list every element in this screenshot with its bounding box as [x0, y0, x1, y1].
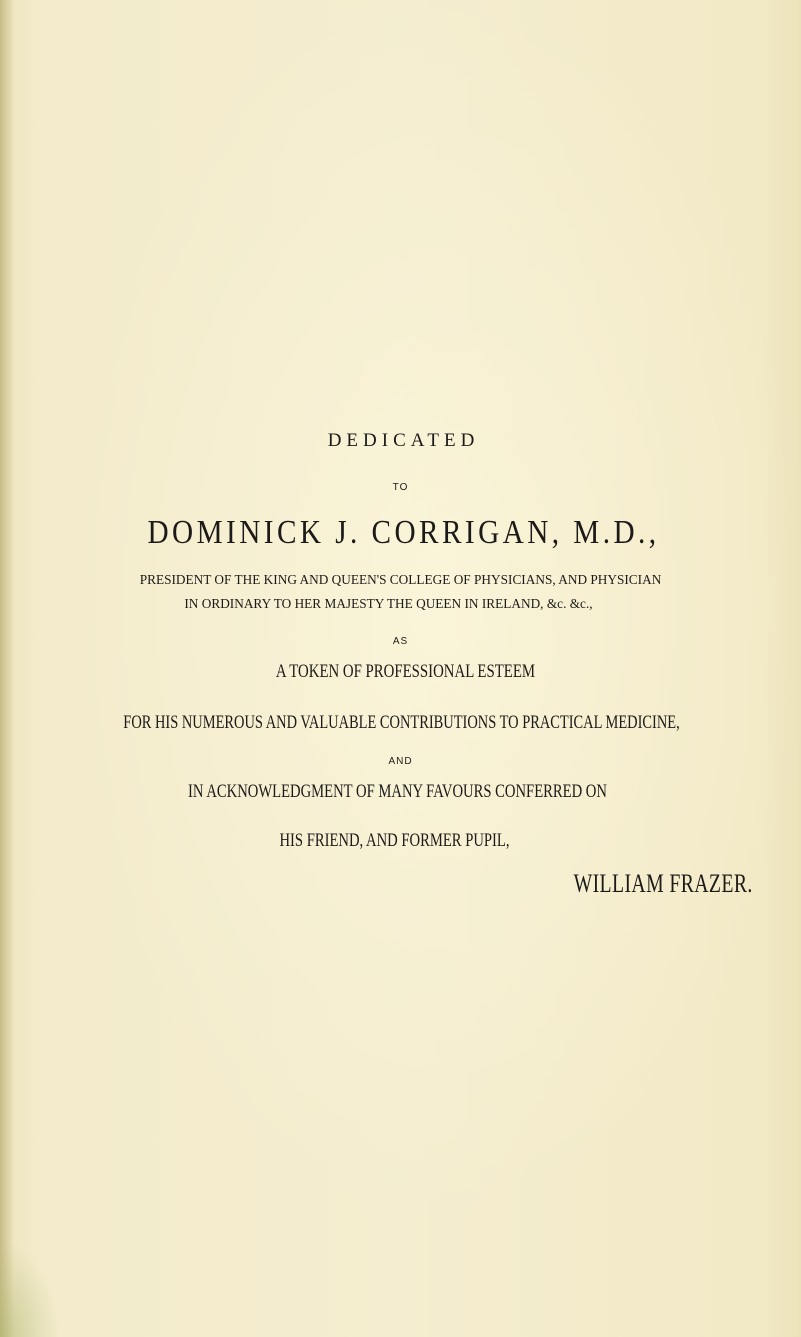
- dedicatee-name: DOMINICK J. CORRIGAN, M.D.,: [147, 514, 660, 551]
- page-spine-shadow: [0, 0, 14, 1337]
- dedication-token: A TOKEN OF PROFESSIONAL ESTEEM: [275, 661, 536, 682]
- author-signature: WILLIAM FRAZER.: [573, 869, 753, 898]
- dedication-acknowledgment: IN ACKNOWLEDGMENT OF MANY FAVOURS CONFERRED ON: [188, 781, 607, 802]
- dedication-for: FOR HIS NUMEROUS AND VALUABLE CONTRIBUTIONS TO PRACTICAL MEDICINE,: [123, 712, 680, 733]
- dedication-and: AND: [388, 756, 413, 767]
- dedication-to: TO: [392, 482, 409, 493]
- dedication-heading: DEDICATED: [327, 430, 480, 451]
- page-stain: [0, 1240, 60, 1337]
- dedicatee-titles-line-1: PRESIDENT OF THE KING AND QUEEN'S COLLEGE OF PHYSICIANS, AND PHYSICIAN: [139, 572, 662, 587]
- dedicatee-titles-line-2: IN ORDINARY TO HER MAJESTY THE QUEEN IN IRELAND, &c. &c.,: [184, 596, 593, 611]
- dedication-friend: HIS FRIEND, AND FORMER PUPIL,: [279, 830, 510, 851]
- dedication-as: AS: [392, 636, 409, 647]
